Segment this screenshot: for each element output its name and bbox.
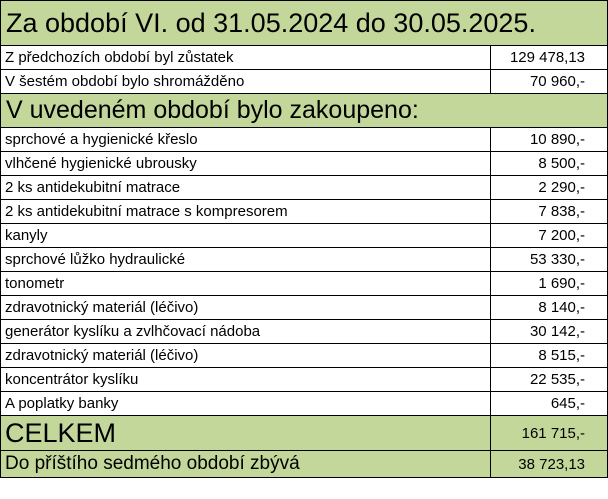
purchase-row <box>1 344 608 368</box>
purchase-label: generátor kyslíku a zvlhčovací nádoba <box>1 320 491 344</box>
purchase-row <box>1 176 608 200</box>
opening-label: Z předchozích období byl zůstatek <box>1 46 491 70</box>
purchase-row <box>1 248 608 272</box>
purchase-row <box>1 224 608 248</box>
title-row <box>1 1 608 46</box>
opening-label: V šestém období bylo shromážděno <box>1 70 491 94</box>
opening-value: 70 960,- <box>491 70 608 94</box>
purchase-value: 7 200,- <box>491 224 608 248</box>
purchase-value: 30 142,- <box>491 320 608 344</box>
purchase-label: tonometr <box>1 272 491 296</box>
opening-value: 129 478,13 <box>491 46 608 70</box>
purchase-label: 2 ks antidekubitní matrace <box>1 176 491 200</box>
purchases-heading: V uvedeném období bylo zakoupeno: <box>1 94 608 128</box>
purchase-row <box>1 272 608 296</box>
purchase-label: kanyly <box>1 224 491 248</box>
purchase-row <box>1 392 608 416</box>
purchase-row <box>1 296 608 320</box>
purchase-value: 22 535,- <box>491 368 608 392</box>
purchase-value: 8 515,- <box>491 344 608 368</box>
purchase-row <box>1 200 608 224</box>
purchase-label: zdravotnický materiál (léčivo) <box>1 344 491 368</box>
purchase-row <box>1 128 608 152</box>
purchase-value: 8 140,- <box>491 296 608 320</box>
purchase-value: 8 500,- <box>491 152 608 176</box>
opening-row <box>1 70 608 94</box>
purchase-value: 2 290,- <box>491 176 608 200</box>
purchases-heading-row <box>1 94 608 128</box>
opening-row <box>1 46 608 70</box>
purchase-value: 1 690,- <box>491 272 608 296</box>
total-value: 161 715,- <box>491 416 608 451</box>
purchase-row <box>1 320 608 344</box>
purchases-list <box>1 128 608 416</box>
purchase-row <box>1 152 608 176</box>
purchase-label: zdravotnický materiál (léčivo) <box>1 296 491 320</box>
purchase-label: A poplatky banky <box>1 392 491 416</box>
purchase-value: 53 330,- <box>491 248 608 272</box>
purchase-label: koncentrátor kyslíku <box>1 368 491 392</box>
sheet-title: Za období VI. od 31.05.2024 do 30.05.2025. <box>1 1 608 46</box>
remaining-value: 38 723,13 <box>491 451 608 478</box>
purchase-value: 10 890,- <box>491 128 608 152</box>
total-row <box>1 416 608 451</box>
purchase-label: sprchové lůžko hydraulické <box>1 248 491 272</box>
remaining-row <box>1 451 608 478</box>
purchase-label: 2 ks antidekubitní matrace s kompresorem <box>1 200 491 224</box>
purchase-label: vlhčené hygienické ubrousky <box>1 152 491 176</box>
remaining-label: Do příštího sedmého období zbývá <box>1 451 491 478</box>
purchase-value: 7 838,- <box>491 200 608 224</box>
purchase-row <box>1 368 608 392</box>
total-label: CELKEM <box>1 416 491 451</box>
purchase-label: sprchové a hygienické křeslo <box>1 128 491 152</box>
purchase-value: 645,- <box>491 392 608 416</box>
